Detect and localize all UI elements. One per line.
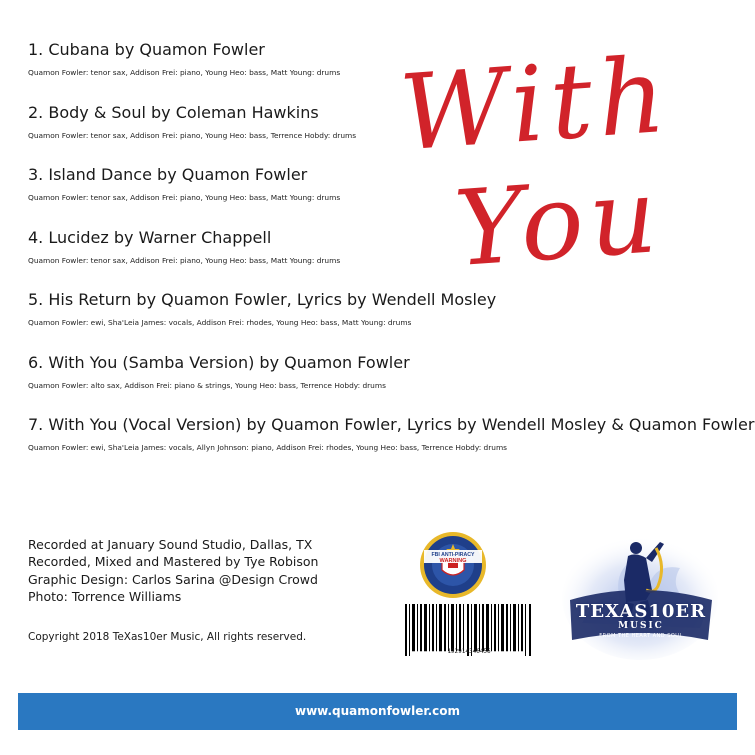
- track-item: [28, 228, 340, 265]
- saxophonist-icon: [560, 528, 720, 663]
- track-item: [28, 353, 410, 390]
- credit-line: Recorded at January Sound Studio, Dallas, TX: [28, 537, 313, 552]
- fbi-seal-icon: [418, 530, 488, 600]
- track-item: [28, 415, 754, 452]
- credit-line: Photo: Torrence Williams: [28, 589, 182, 605]
- album-title-line2: You: [450, 153, 667, 291]
- track-item: [28, 40, 340, 77]
- track-title: 3. Island Dance by Quamon Fowler: [28, 165, 308, 184]
- label-sub: MUSIC: [618, 621, 664, 631]
- track-credits: Quamon Fowler: tenor sax, Addison Frei: piano, Young Heo: bass, Terrence Hobdy: drums: [28, 131, 357, 140]
- credit-line: Graphic Design: Carlos Sarina @Design Crowd: [28, 571, 318, 587]
- seal-text-bottom: WARNING: [439, 558, 467, 564]
- track-credits: Quamon Fowler: tenor sax, Addison Frei: piano, Young Heo: bass, Matt Young: drums: [28, 193, 341, 202]
- barcode-number: 192914346456: [447, 648, 491, 655]
- album-title-line1: With: [396, 33, 676, 175]
- copyright-text: Copyright 2018 TeXas10er Music, All rights reserved.: [28, 631, 307, 643]
- track-title: 4. Lucidez by Warner Chappell: [28, 228, 272, 247]
- label-name: TEXAS10ER: [575, 601, 707, 622]
- track-credits: Quamon Fowler: ewi, Sha'Leia James: vocals, Addison Frei: rhodes, Young Heo: bass, Matt Young: drums: [28, 318, 412, 327]
- track-title: 7. With You (Vocal Version) by Quamon Fowler, Lyrics by Wendell Mosley & Quamon Fowler: [28, 415, 755, 434]
- track-credits: Quamon Fowler: tenor sax, Addison Frei: piano, Young Heo: bass, Matt Young: drums: [28, 68, 341, 77]
- track-title: 1. Cubana by Quamon Fowler: [28, 40, 265, 59]
- track-title: 6. With You (Samba Version) by Quamon Fowler: [28, 353, 410, 372]
- seal-text-top: FBI ANTI-PIRACY: [431, 552, 475, 558]
- website-link[interactable]: www.quamonfowler.com: [295, 704, 460, 718]
- track-title: 2. Body & Soul by Coleman Hawkins: [28, 103, 319, 122]
- credit-line: Recorded, Mixed and Mastered by Tye Robison: [28, 554, 319, 570]
- footer-bar: [18, 693, 737, 730]
- track-credits: Quamon Fowler: ewi, Sha'Leia James: vocals, Allyn Johnson: piano, Addison Frei: rhodes, Young Heo: bass, Terrence Hobdy: drums: [28, 443, 508, 452]
- track-item: [28, 165, 340, 202]
- track-title: 5. His Return by Quamon Fowler, Lyrics by Wendell Mosley: [28, 290, 497, 309]
- label-tagline: FROM THE HEART AND SOUL: [599, 633, 683, 639]
- track-item: [28, 103, 356, 140]
- track-item: [28, 290, 496, 327]
- track-credits: Quamon Fowler: tenor sax, Addison Frei: piano, Young Heo: bass, Matt Young: drums: [28, 256, 341, 265]
- track-credits: Quamon Fowler: alto sax, Addison Frei: piano & strings, Young Heo: bass, Terrence Hobdy: drums: [28, 381, 386, 390]
- production-credits: [28, 536, 318, 606]
